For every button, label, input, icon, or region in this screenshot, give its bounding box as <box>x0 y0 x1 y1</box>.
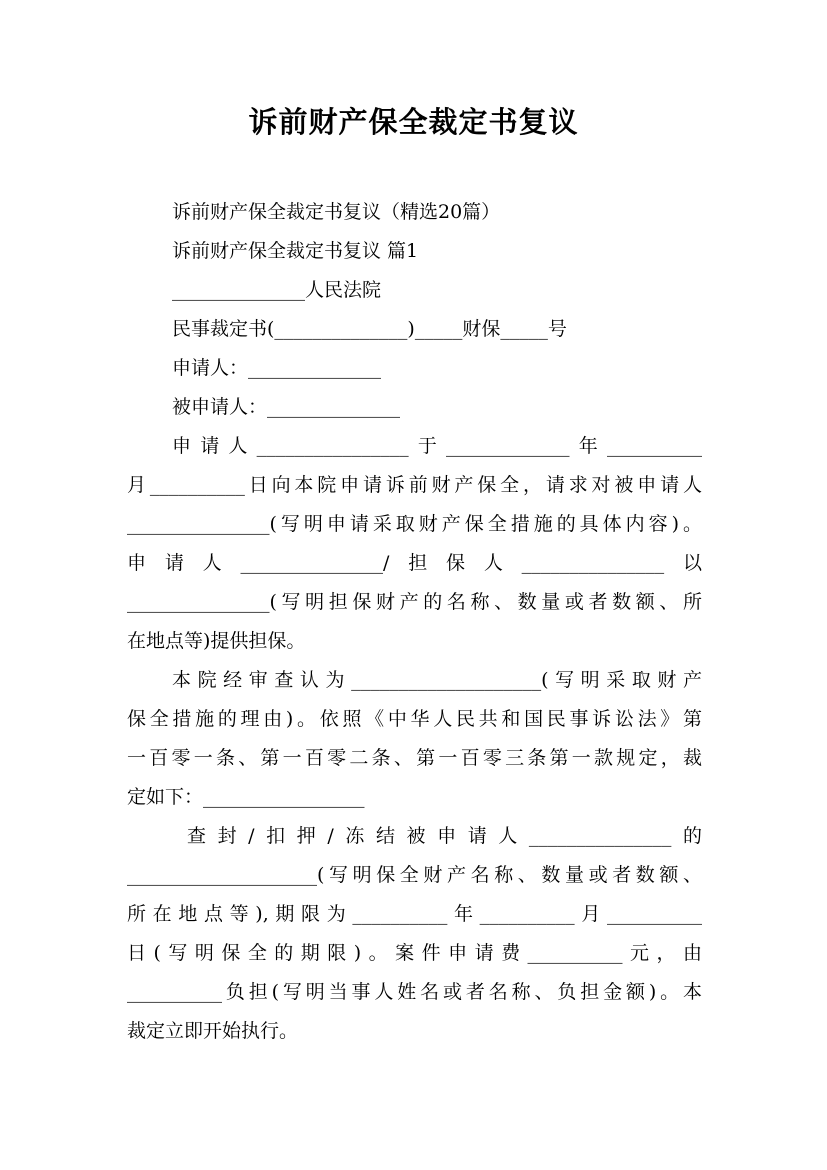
applicant-line: 申请人：______________ <box>172 357 382 379</box>
ruling-number-line: 民事裁定书(______________)_____财保_____号 <box>172 318 567 340</box>
subtitle-line: 诉前财产保全裁定书复议（精选20篇） <box>172 201 501 223</box>
section-heading: 诉前财产保全裁定书复议 篇1 <box>172 240 419 262</box>
paragraph-line: 月__________日向本院申请诉前财产保全，请求对被申请人 <box>127 474 702 496</box>
paragraph-line: 申请人_______________/担保人_______________以 <box>127 552 702 574</box>
paragraph-line: _______________(写明申请采取财产保全措施的具体内容)。 <box>127 513 702 535</box>
paragraph-line: 一百零一条、第一百零二条、第一百零三条第一款规定，裁 <box>127 747 702 769</box>
paragraph-line: 申请人________________于_____________年__________ <box>172 435 702 457</box>
paragraph-line: 裁定立即开始执行。 <box>127 1020 299 1042</box>
document-title: 诉前财产保全裁定书复议 <box>248 105 579 139</box>
paragraph-line: 本院经审查认为____________________(写明采取财产 <box>172 669 702 691</box>
paragraph-line: 保全措施的理由)。依照《中华人民共和国民事诉讼法》第 <box>127 708 702 730</box>
paragraph-line: 在地点等)提供担保。 <box>127 630 306 652</box>
paragraph-line: 日(写明保全的期限)。案件申请费__________元，由 <box>127 942 702 964</box>
court-name-line: ______________人民法院 <box>172 279 382 301</box>
paragraph-line: ____________________(写明保全财产名称、数量或者数额、 <box>127 864 702 886</box>
paragraph-line: 所在地点等),期限为__________年__________月__________ <box>127 903 702 925</box>
paragraph-line: 查封/扣押/冻结被申请人_______________的 <box>187 825 702 847</box>
paragraph-line: _______________(写明担保财产的名称、数量或者数额、所 <box>127 591 702 613</box>
respondent-line: 被申请人：______________ <box>172 396 401 418</box>
paragraph-line: __________负担(写明当事人姓名或者名称、负担金额)。本 <box>127 981 702 1003</box>
paragraph-line: 定如下：_________________ <box>127 786 365 808</box>
